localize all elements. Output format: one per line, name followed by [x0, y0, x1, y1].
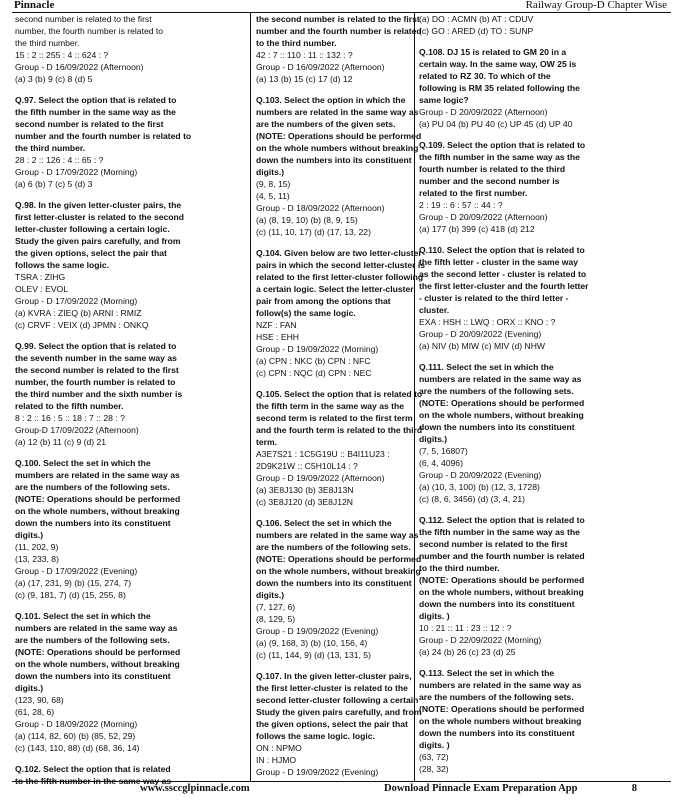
question-line: Q.101. Select the set in which the: [15, 611, 151, 621]
question-line: as the second letter - cluster is related to: [419, 269, 587, 279]
text-line: Group - D 20/09/2022 (Afternoon): [419, 212, 548, 222]
text-line: Group - D 18/09/2022 (Afternoon): [256, 203, 385, 213]
text-line: (c) 3E8J120 (d) 3E8J12N: [256, 497, 353, 507]
question-line: are the numbers of the following sets.: [256, 542, 411, 552]
text-line: (a) 177 (b) 399 (c) 418 (d) 212: [419, 224, 535, 234]
question-line: following is RM 35 related following the: [419, 83, 580, 93]
text-line: Group - D 19/09/2022 (Afternoon): [256, 473, 385, 483]
spacer: [15, 754, 233, 763]
question-line: (NOTE: Operations should be performed: [419, 704, 585, 714]
question-line: the third number.: [15, 143, 86, 153]
question-line: a certain logic. Select the letter-cluster: [256, 284, 414, 294]
question-line: first letter-cluster is related to the second: [15, 212, 185, 222]
spacer: [15, 190, 233, 199]
header-title: Railway Group-D Chapter Wise: [525, 0, 667, 11]
text-line: (63, 72): [419, 752, 449, 762]
question-line: Q.103. Select the option in which the: [256, 95, 406, 105]
text-line: A3E7S21 : 1C5G19U :: B4I11U23 :: [256, 449, 390, 459]
question-line: Q.98. In the given letter-cluster pairs, the: [15, 200, 182, 210]
text-line: (a) 3E8J130 (b) 3E8J13N: [256, 485, 354, 495]
question-line: digits.): [419, 434, 448, 444]
text-line: Group - D 17/09/2022 (Morning): [15, 167, 138, 177]
question-line: digits.): [256, 590, 285, 600]
question-line: (NOTE: Operations should be performed: [419, 575, 585, 585]
text-line: (a) 6 (b) 7 (c) 5 (d) 3: [15, 179, 93, 189]
question-line: follows the same logic.: [15, 260, 110, 270]
text-line: Group - D 20/09/2022 (Afternoon): [419, 107, 548, 117]
question-line: same logic?: [419, 95, 469, 105]
question-line: digits. ): [419, 611, 450, 621]
question-line: term.: [256, 437, 278, 447]
question-line: the seventh number in the same way as: [15, 353, 177, 363]
question-line: digits.): [15, 530, 44, 540]
text-column-3: [419, 13, 659, 780]
question-line: Q.110. Select the option that is related to: [419, 245, 585, 255]
question-line: Q.97. Select the option that is related to: [15, 95, 177, 105]
text-line: (a) KVRA : ZIEQ (b) ARNI : RMIZ: [15, 308, 142, 318]
text-line: (a) PU 04 (b) PU 40 (c) UP 45 (d) UP 40: [419, 119, 573, 129]
question-line: digits.): [256, 167, 285, 177]
question-line: related to the fifth number.: [15, 401, 124, 411]
text-line: (11, 202, 9): [15, 542, 59, 552]
text-line: (a) (17, 231, 9) (b) (15, 274, 7): [15, 578, 132, 588]
question-line: follows the same logic. logic.: [256, 731, 375, 741]
question-line: the fifth letter - cluster in the same way: [419, 257, 579, 267]
text-line: Group - D 19/09/2022 (Morning): [256, 344, 379, 354]
question-line: pair from among the options that: [256, 296, 391, 306]
question-line: number and the fourth number is related: [256, 26, 422, 36]
question-line: the first letter-cluster and the fourth letter: [419, 281, 589, 291]
text-line: (8, 129, 5): [256, 614, 296, 624]
text-line: (a) 12 (b) 11 (c) 9 (d) 21: [15, 437, 107, 447]
spacer: [15, 448, 233, 457]
question-line: (NOTE: Operations should be performed: [256, 554, 422, 564]
question-line: are the numbers of the following sets.: [419, 692, 574, 702]
question-line: related to RZ 30. To which of the: [419, 71, 551, 81]
text-line: (7, 127, 6): [256, 602, 296, 612]
text-line: Group - D 19/09/2022 (Evening): [256, 767, 379, 777]
text-column-1: [15, 13, 233, 786]
question-line: second number is related to the first: [15, 119, 164, 129]
text-line: HSE : EHH: [256, 332, 299, 342]
question-line: on the whole numbers without breaking: [419, 716, 582, 726]
question-line: Q.105. Select the option that is related to: [256, 389, 423, 399]
text-line: (123, 90, 68): [15, 695, 64, 705]
question-line: numbers are related in the same way as: [419, 680, 582, 690]
question-line: on the whole numbers without breaking: [256, 143, 419, 153]
question-line: numbers are related in the same way as: [256, 107, 419, 117]
question-line: on the whole numbers, without breaking: [15, 506, 180, 516]
spacer: [419, 235, 659, 244]
question-line: Study the given pairs carefully, and from: [15, 236, 181, 246]
text-line: Group - D 19/09/2022 (Evening): [256, 626, 379, 636]
column-divider: [250, 12, 251, 781]
text-line: (a) (9, 168, 3) (b) (10, 156, 4): [256, 638, 368, 648]
question-line: to the third number.: [419, 563, 500, 573]
question-line: Study the given pairs carefully, and from: [256, 707, 422, 717]
text-line: (7, 5, 16807): [419, 446, 468, 456]
text-line: Group - D 17/09/2022 (Evening): [15, 566, 138, 576]
question-line: second number is related to the first: [419, 539, 568, 549]
question-line: the fifth number in the same way as the: [419, 152, 580, 162]
question-line: digits. ): [419, 740, 450, 750]
question-line: number and the second number is: [419, 176, 560, 186]
question-line: cluster.: [419, 305, 450, 315]
question-line: Q.100. Select the set in which the: [15, 458, 151, 468]
question-line: down the numbers into its constituent: [419, 728, 575, 738]
spacer: [419, 37, 659, 46]
text-line: (c) (8, 6, 3456) (d) (3, 4, 21): [419, 494, 526, 504]
question-line: down the numbers into its constituent: [15, 518, 171, 528]
text-line: (6, 4, 4096): [419, 458, 463, 468]
text-line: Group - D 16/09/2022 (Afternoon): [15, 62, 144, 72]
spacer: [419, 658, 659, 667]
question-line: follow(s) the same logic.: [256, 308, 356, 318]
question-line: related to the first number.: [419, 188, 528, 198]
text-line: Group - D 17/09/2022 (Morning): [15, 296, 138, 306]
text-line: (28, 32): [419, 764, 449, 774]
question-line: on the whole numbers, without breaking: [419, 587, 584, 597]
spacer: [15, 601, 233, 610]
text-line: 42 : 7 :: 110 : 11 :: 132 : ?: [256, 50, 353, 60]
question-line: the fifth term in the same way as the: [256, 401, 405, 411]
question-line: second term is related to the first term: [256, 413, 413, 423]
question-line: down the numbers into its constituent: [256, 578, 412, 588]
footer-rule: [12, 781, 671, 782]
text-line: NZF : FAN: [256, 320, 297, 330]
text-line: Group - D 20/09/2022 (Evening): [419, 329, 542, 339]
question-line: on the whole numbers, without breaking: [419, 410, 584, 420]
question-line: on the whole numbers, without breaking: [15, 659, 180, 669]
question-line: Q.108. DJ 15 is related to GM 20 in a: [419, 47, 567, 57]
text-line: number, the fourth number is related to: [15, 26, 164, 36]
question-line: are the numbers of the following sets.: [15, 635, 170, 645]
question-line: to the fifth number in the same way as: [15, 776, 172, 786]
question-line: Q.109. Select the option that is related to: [419, 140, 586, 150]
text-line: (a) (8, 19, 10) (b) (8, 9, 15): [256, 215, 358, 225]
question-line: the first letter-cluster is related to the: [256, 683, 408, 693]
text-line: Group - D 22/09/2022 (Morning): [419, 635, 542, 645]
text-line: IN : HJMO: [256, 755, 297, 765]
question-line: - cluster is related to the third letter -: [419, 293, 569, 303]
text-line: (c) (11, 144, 9) (d) (13, 131, 5): [256, 650, 371, 660]
question-line: to the third number.: [256, 38, 337, 48]
spacer: [419, 505, 659, 514]
text-line: second number is related to the first: [15, 14, 152, 24]
text-line: (a) (10, 3, 100) (b) (12, 3, 1728): [419, 482, 540, 492]
page-number: 8: [631, 783, 637, 794]
text-line: the third number.: [15, 38, 80, 48]
question-line: number and the fourth number is related to: [15, 131, 192, 141]
question-line: down the numbers into its constituent: [15, 671, 171, 681]
text-line: (a) DO : ACMN (b) AT : CDUV: [419, 14, 534, 24]
question-line: letter-cluster following a certain logic.: [15, 224, 170, 234]
text-line: (a) 13 (b) 15 (c) 17 (d) 12: [256, 74, 353, 84]
question-line: (NOTE: Operations should be performed: [419, 398, 585, 408]
question-line: Q.104. Given below are two letter-cluster: [256, 248, 422, 258]
question-line: down the numbers into its constituent: [256, 155, 412, 165]
text-line: (a) NIV (b) MIW (c) MIV (d) NHW: [419, 341, 546, 351]
footer-website: www.ssccglpinnacle.com: [140, 783, 250, 794]
text-line: Group - D 18/09/2022 (Morning): [15, 719, 138, 729]
text-line: (a) 3 (b) 9 (c) 8 (d) 5: [15, 74, 93, 84]
question-line: the second number is related to the first: [15, 365, 179, 375]
text-line: (a) CPN : NKC (b) CPN : NFC: [256, 356, 371, 366]
page-footer: [12, 783, 671, 797]
question-line: Q.107. In the given letter-cluster pairs,: [256, 671, 412, 681]
footer-app-promo: Download Pinnacle Exam Preparation App: [384, 783, 578, 794]
text-line: (c) CPN : NQC (d) CPN : NEC: [256, 368, 372, 378]
text-line: (c) (143, 110, 88) (d) (68, 36, 14): [15, 743, 140, 753]
question-line: down the numbers into its constituent: [419, 599, 575, 609]
header-brand: Pinnacle: [14, 0, 55, 11]
spacer: [15, 331, 233, 340]
question-line: related to the first letter-cluster following: [256, 272, 424, 282]
question-line: are the numbers of the given sets.: [256, 119, 396, 129]
question-line: number and the fourth number is related: [419, 551, 585, 561]
text-line: 2 : 19 :: 6 : 57 :: 44 : ?: [419, 200, 503, 210]
question-line: Q.112. Select the option that is related to: [419, 515, 585, 525]
question-line: certain way. In the same way, OW 25 is: [419, 59, 577, 69]
question-line: Q.99. Select the option that is related to: [15, 341, 177, 351]
text-line: 8 : 2 :: 16 : 5 :: 18 : 7 :: 28 : ?: [15, 413, 125, 423]
text-line: Group - D 20/09/2022 (Evening): [419, 470, 542, 480]
text-line: (c) (9, 181, 7) (d) (15, 255, 8): [15, 590, 126, 600]
question-line: (NOTE: Operations should be performed: [15, 647, 181, 657]
text-line: ON : NPMO: [256, 743, 302, 753]
text-line: OLEV : EVOL: [15, 284, 69, 294]
question-line: the third number and the sixth number is: [15, 389, 183, 399]
text-line: 2D9K21W :: C5H10L14 : ?: [256, 461, 358, 471]
spacer: [419, 352, 659, 361]
text-line: EXA : HSH :: LWQ : ORX :: KNO : ?: [419, 317, 556, 327]
question-line: on the whole numbers, without breaking: [256, 566, 421, 576]
question-line: pairs in which the second letter-cluster is: [256, 260, 426, 270]
text-line: (4, 5, 11): [256, 191, 290, 201]
text-line: (a) (114, 82, 60) (b) (85, 52, 29): [15, 731, 136, 741]
question-line: numbers are related in the same way as: [256, 530, 419, 540]
text-line: (c) (11, 10, 17) (d) (17, 13, 22): [256, 227, 371, 237]
question-line: numbers are related in the same way as: [15, 623, 178, 633]
question-line: Q.113. Select the set in which the: [419, 668, 555, 678]
text-line: (13, 233, 8): [15, 554, 59, 564]
text-line: (a) 24 (b) 26 (c) 23 (d) 25: [419, 647, 516, 657]
text-line: Group - D 16/09/2022 (Afternoon): [256, 62, 385, 72]
question-line: down the numbers into its constituent: [419, 422, 575, 432]
question-line: the fifth number in the same way as the: [15, 107, 176, 117]
text-line: Group-D 17/09/2022 (Afternoon): [15, 425, 139, 435]
question-line: numbers are related in the same way as: [419, 374, 582, 384]
text-line: (c) GO : ARED (d) TO : SUNP: [419, 26, 534, 36]
question-line: number, the fourth number is related to: [15, 377, 176, 387]
page-header: [12, 0, 671, 11]
question-line: the fifth number in the same way as the: [419, 527, 580, 537]
question-line: Q.102. Select the option that is related: [15, 764, 171, 774]
question-line: Q.111. Select the set in which the: [419, 362, 554, 372]
question-line: are the numbers of the following sets.: [15, 482, 170, 492]
text-line: (9, 8, 15): [256, 179, 291, 189]
spacer: [419, 130, 659, 139]
question-line: (NOTE: Operations should be performed: [256, 131, 422, 141]
text-line: 28 : 2 :: 126 : 4 :: 65 : ?: [15, 155, 104, 165]
text-line: TSRA : ZIHG: [15, 272, 66, 282]
question-line: the second number is related to the first: [256, 14, 420, 24]
question-line: second letter-cluster following a certain: [256, 695, 419, 705]
question-line: the given options, select the pair that: [15, 248, 167, 258]
question-line: fourth number is related to the third: [419, 164, 566, 174]
text-line: (c) CRVF : VEIX (d) JPMN : ONKQ: [15, 320, 149, 330]
question-line: (NOTE: Operations should be performed: [15, 494, 181, 504]
question-line: Q.106. Select the set in which the: [256, 518, 392, 528]
text-line: 15 : 2 :: 255 : 4 :: 624 : ?: [15, 50, 109, 60]
text-line: (61, 28, 6): [15, 707, 55, 717]
question-line: are the numbers of the following sets.: [419, 386, 574, 396]
question-line: mumbers are related in the same way as: [15, 470, 180, 480]
text-line: 10 : 21 :: 11 : 23 :: 12 : ?: [419, 623, 512, 633]
spacer: [15, 85, 233, 94]
question-line: and the fourth term is related to the third: [256, 425, 423, 435]
question-line: the given options, select the pair that: [256, 719, 408, 729]
question-line: digits.): [15, 683, 44, 693]
